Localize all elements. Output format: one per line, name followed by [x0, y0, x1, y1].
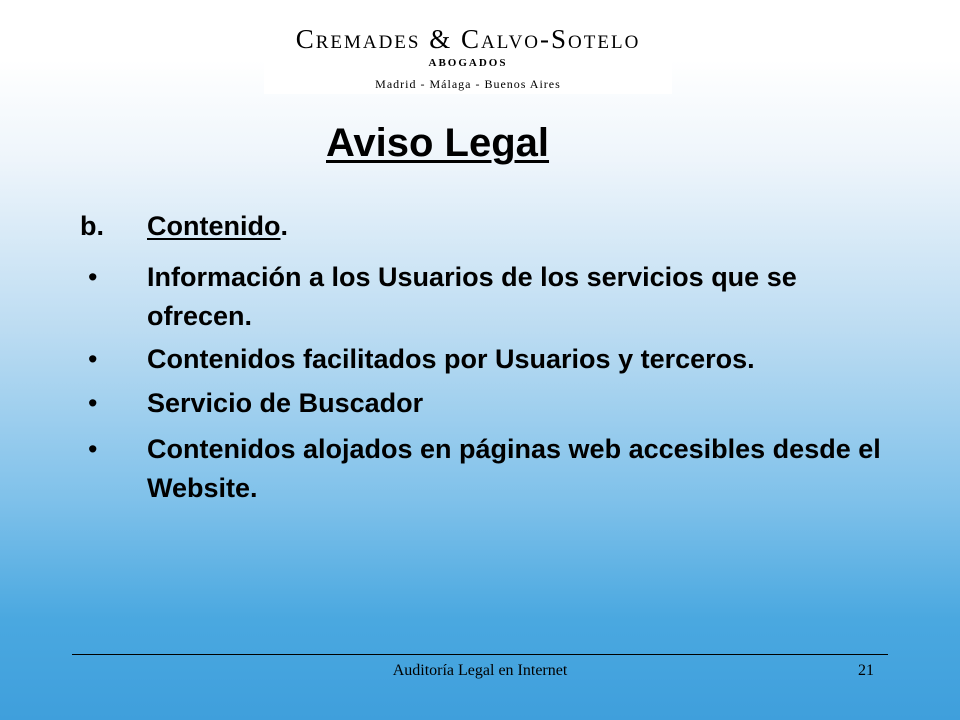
logo-subtitle: ABOGADOS — [428, 57, 508, 69]
page-number: 21 — [858, 662, 874, 679]
footer-title: Auditoría Legal en Internet — [392, 662, 568, 679]
bullet-icon: • — [88, 388, 98, 418]
firm-logo — [264, 10, 672, 94]
section-heading-suffix: . — [280, 211, 288, 241]
bullet-text: Contenidos facilitados por Usuarios y terceros. — [147, 344, 755, 374]
bullet-text: Información a los Usuarios de los servicios que se ofrecen. — [147, 262, 797, 331]
bullet-icon: • — [88, 262, 98, 292]
section-heading-text: Contenido — [147, 211, 281, 241]
bullet-icon: • — [88, 434, 98, 464]
slide-title: Aviso Legal — [326, 121, 550, 165]
bullet-icon: • — [88, 344, 98, 374]
logo-firm-name: Cremades & Calvo-Sotelo — [295, 24, 641, 54]
section-heading — [147, 207, 882, 246]
section-marker: b. — [80, 211, 104, 241]
bullet-text: Contenidos alojados en páginas web accesibles desde el Website. — [147, 434, 881, 503]
bullet-text: Servicio de Buscador — [147, 388, 424, 418]
logo-cities: Madrid - Málaga - Buenos Aires — [375, 77, 561, 91]
footer-divider — [72, 654, 888, 655]
